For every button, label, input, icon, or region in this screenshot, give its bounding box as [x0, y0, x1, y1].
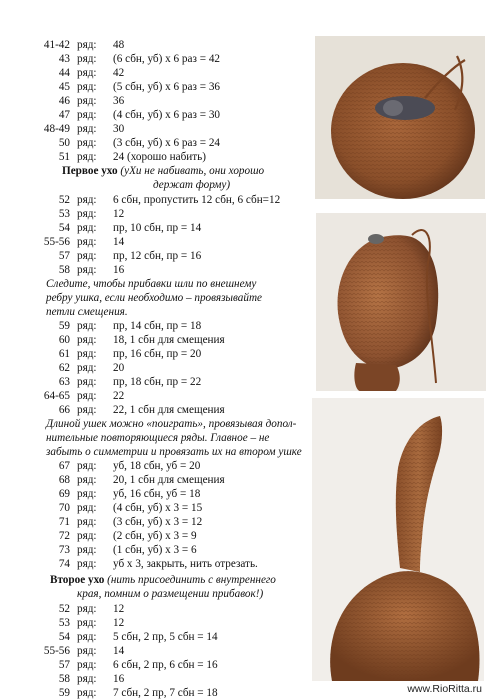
row-number: 63: [58, 376, 70, 388]
row-value: (3 сбн, уб) х 3 = 12: [113, 516, 203, 528]
section-note: держат форму): [153, 179, 231, 191]
row-label: ряд:: [77, 404, 97, 416]
row-number: 47: [58, 109, 70, 121]
section-heading-ear2: [50, 573, 276, 587]
section-note: (нить присоединить с внутреннего: [107, 574, 276, 586]
row-value: пр, 14 сбн, пр = 18: [113, 320, 202, 332]
row-label: ряд:: [77, 137, 97, 149]
row-number: 41-42: [43, 39, 70, 51]
instruction-note: петли смещения.: [46, 306, 128, 318]
row-number: 59: [58, 320, 70, 332]
row-value: пр, 10 сбн, пр = 14: [113, 222, 202, 234]
row-number: 58: [58, 673, 70, 685]
site-footer: www.RioRitta.ru: [407, 683, 482, 695]
row-number: 72: [58, 530, 70, 542]
row-label: ряд:: [77, 362, 97, 374]
row-value: 48: [113, 39, 125, 51]
row-number: 67: [58, 460, 70, 472]
row-label: ряд:: [77, 222, 97, 234]
row-value: пр, 18 сбн, пр = 22: [113, 376, 202, 388]
row-number: 55-56: [43, 236, 70, 248]
photo-finished-ear: [312, 398, 484, 681]
row-number: 62: [58, 362, 70, 374]
row-number: 66: [58, 404, 70, 416]
row-value: 14: [113, 645, 125, 657]
row-label: ряд:: [77, 208, 97, 220]
row-number: 55-56: [43, 645, 70, 657]
section-title: Второе ухо: [50, 574, 105, 586]
row-label: ряд:: [77, 558, 97, 570]
row-number: 64-65: [43, 390, 70, 402]
row-value: (4 сбн, уб) х 3 = 15: [113, 502, 203, 514]
section-heading-ear1-cont: [153, 178, 230, 192]
row-label: ряд:: [77, 67, 97, 79]
instruction-note: нительные повторяющиеся ряды. Главное – не: [46, 432, 270, 444]
row-number: 57: [58, 659, 70, 671]
row-label: ряд:: [77, 194, 97, 206]
row-value: 6 сбн, 2 пр, 6 сбн = 16: [113, 659, 218, 671]
row-value: 12: [113, 208, 125, 220]
row-value: 16: [113, 673, 125, 685]
row-number: 51: [58, 151, 70, 163]
row-number: 50: [58, 137, 70, 149]
row-number: 46: [58, 95, 70, 107]
row-number: 43: [58, 53, 70, 65]
row-number: 57: [58, 250, 70, 262]
row-value: пр, 16 сбн, пр = 20: [113, 348, 202, 360]
section-heading-ear2-cont: [77, 587, 263, 601]
row-label: ряд:: [77, 488, 97, 500]
section-note: (уХи не набивать, они хорошо: [120, 165, 265, 177]
row-value: 30: [113, 123, 125, 135]
row-number: 70: [58, 502, 70, 514]
instruction-note: Следите, чтобы прибавки шли по внешнему: [46, 278, 257, 290]
row-value: 12: [113, 617, 125, 629]
row-number: 74: [58, 558, 70, 570]
row-value: 22: [113, 390, 125, 402]
row-number: 69: [58, 488, 70, 500]
row-value: 22, 1 сбн для смещения: [113, 404, 225, 416]
row-label: ряд:: [77, 250, 97, 262]
row-value: 7 сбн, 2 пр, 7 сбн = 18: [113, 687, 218, 699]
row-value: 12: [113, 603, 125, 615]
row-number: 71: [58, 516, 70, 528]
row-number: 54: [58, 222, 70, 234]
row-value: 42: [113, 67, 125, 79]
row-label: ряд:: [77, 81, 97, 93]
section-note: края, помним о размещении прибавок!): [77, 588, 264, 600]
row-label: ряд:: [77, 123, 97, 135]
row-number: 54: [58, 631, 70, 643]
row-value: уб, 18 сбн, уб = 20: [113, 460, 201, 472]
row-number: 44: [58, 67, 70, 79]
row-number: 52: [58, 603, 70, 615]
row-number: 52: [58, 194, 70, 206]
row-label: ряд:: [77, 544, 97, 556]
row-label: ряд:: [77, 334, 97, 346]
row-label: ряд:: [77, 687, 97, 699]
instruction-note: Длиной ушек можно «поиграть», провязывая допол-: [46, 418, 297, 430]
row-label: ряд:: [77, 474, 97, 486]
row-number: 60: [58, 334, 70, 346]
row-label: ряд:: [77, 109, 97, 121]
row-label: ряд:: [77, 390, 97, 402]
row-label: ряд:: [77, 673, 97, 685]
row-number: 48-49: [43, 123, 70, 135]
row-value: 6 сбн, пропустить 12 сбн, 6 сбн=12: [113, 194, 281, 206]
row-value: (1 сбн, уб) х 3 = 6: [113, 544, 197, 556]
row-value: 16: [113, 264, 125, 276]
section-heading-ear1: [62, 164, 264, 178]
row-value: 24 (хорошо набить): [113, 151, 207, 163]
row-label: ряд:: [77, 320, 97, 332]
row-label: ряд:: [77, 631, 97, 643]
row-number: 45: [58, 81, 70, 93]
row-label: ряд:: [77, 617, 97, 629]
instruction-note: забыть о симметрии и провязать их на втором ушке: [46, 446, 302, 458]
row-label: ряд:: [77, 39, 97, 51]
row-label: ряд:: [77, 264, 97, 276]
row-value: 20, 1 сбн для смещения: [113, 474, 225, 486]
row-number: 61: [58, 348, 70, 360]
photo-head-ear-start: [316, 213, 486, 391]
row-value: (5 сбн, уб) х 6 раз = 36: [113, 81, 221, 93]
row-label: ряд:: [77, 348, 97, 360]
row-value: 18, 1 сбн для смещения: [113, 334, 225, 346]
row-label: ряд:: [77, 530, 97, 542]
row-number: 53: [58, 617, 70, 629]
row-value: уб, 16 сбн, уб = 18: [113, 488, 201, 500]
photo-head-closed: [315, 36, 485, 199]
section-title: Первое ухо: [62, 165, 118, 177]
row-label: ряд:: [77, 95, 97, 107]
row-value: 14: [113, 236, 125, 248]
row-value: 20: [113, 362, 125, 374]
instruction-note: ребру ушка, если необходимо – провязывайте: [46, 292, 263, 304]
row-label: ряд:: [77, 460, 97, 472]
row-label: ряд:: [77, 516, 97, 528]
row-label: ряд:: [77, 376, 97, 388]
row-value: (3 сбн, уб) х 6 раз = 24: [113, 137, 221, 149]
row-value: 5 сбн, 2 пр, 5 сбн = 14: [113, 631, 218, 643]
row-number: 58: [58, 264, 70, 276]
row-label: ряд:: [77, 603, 97, 615]
row-value: (2 сбн, уб) х 3 = 9: [113, 530, 197, 542]
row-label: ряд:: [77, 151, 97, 163]
row-value: пр, 12 сбн, пр = 16: [113, 250, 202, 262]
row-value: (6 сбн, уб) х 6 раз = 42: [113, 53, 221, 65]
row-value: 36: [113, 95, 125, 107]
row-value: (4 сбн, уб) х 6 раз = 30: [113, 109, 221, 121]
row-label: ряд:: [77, 53, 97, 65]
row-number: 59: [58, 687, 70, 699]
row-value: уб х 3, закрыть, нить отрезать.: [113, 558, 258, 570]
row-label: ряд:: [77, 236, 97, 248]
row-label: ряд:: [77, 659, 97, 671]
row-label: ряд:: [77, 502, 97, 514]
row-number: 73: [58, 544, 70, 556]
row-label: ряд:: [77, 645, 97, 657]
row-number: 68: [58, 474, 70, 486]
row-number: 53: [58, 208, 70, 220]
